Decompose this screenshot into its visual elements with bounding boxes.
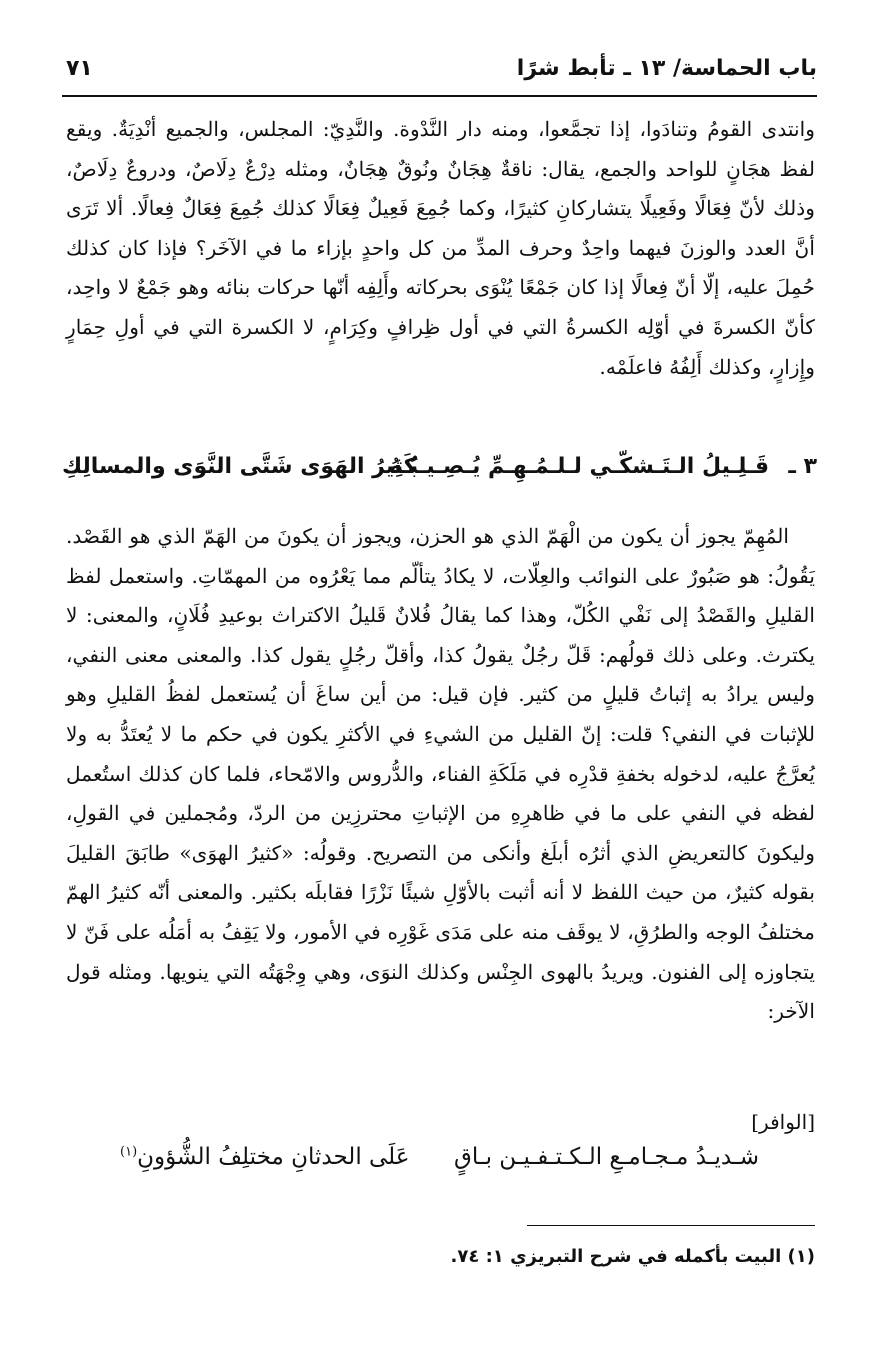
verse-second-hemistich: كَثِيرُ الهَوَى شَتَّى النَّوَى والمسالِكِ — [62, 454, 417, 479]
footnote-rule — [527, 1225, 815, 1226]
verse-first-hemistich: قَـلِـيلُ الـتَـشكّـي لـلـمُـهِـمِّ يُـصِـيـبُـهُ — [389, 454, 769, 479]
footnote: (١) البيت بأكمله في شرح التبريزي ١: ٧٤. — [450, 1246, 815, 1267]
commentary-paragraph-2-text: المُهِمّ يجوز أن يكون من الْهَمّ الذي هو الحزن، ويجوز أن يكونَ من الهَمّ الذي هو القَصْد. يَقُولُ: هو صَبُورٌ على النوائب والعِلّات، لا يكادُ يتألّم مما يَعْرُوه من المهمّاتِ. واستعمل لفظ القليلِ والقَصْدُ إلى نَفْي الكُلّ، وهذا كما يقالُ فُلانٌ قَليلُ الاكتراث بوعيدِ فُلَانٍ، والمعنى: لا يكترث. وعلى ذلك قولُهم: قَلّ رجُلٌ يقولُ كذا، وأقلّ رجُلٍ يقول كذا. والمعنى معنى النفي، وليس يرادُ به إثباتُ قليلٍ من كثير. فإن قيل: من أين ساغَ أن يُستعمل لفظُ القليلِ وهو للإثبات في النفي؟ قلت: إنّ القليل من الشيءِ في الأكثرِ يكون في حكم ما لا يُعتَدُّ به ولا يُعرَّجُ عليه، لدخوله بخفةِ قدْرِه في مَلَكَةِ الفناء، والدُّروس والامّحاء، فلما كان كذلك استُعمل لفظه في النفي على ما في ظاهرِهِ من الإثباتِ محترزِين من الردّ، ومُجملين في القولِ، وليكونَ كالتعريضِ الذي أثرُه أبلَغ وأنكى من التصريح. وقولُه: «كثيرُ الهوَى» طابَقَ القليلَ بقوله كثيرٌ، من حيث اللفظ لا أنه أثبت بالأوّلِ شيئًا نَزْرًا فقابلَه بكثير. والمعنى أنّه كثيرُ الهمّ مختلفُ الوجه والطرُقِ، لا يوقَف منه على مَدَى غَوْرِه في الأمور، ولا يَقِفُ به أمَلُه على فَنّ لا يتجاوزه إلى الفنون. ويريدُ بالهوى الجِنْس وكذلك النوَى، وهي وِجْهَتُه التي ينويها. ومثله قول الآخر: — [66, 524, 815, 1024]
running-header — [62, 50, 817, 90]
page-number: ٧١ — [66, 56, 93, 81]
verse-number: ٣ ـ — [788, 454, 817, 479]
commentary-paragraph-2 — [66, 517, 815, 1032]
meter-label: [الوافر] — [751, 1110, 815, 1134]
quoted-verse — [120, 1140, 759, 1184]
quoted-verse-second-hemistich — [120, 1144, 410, 1170]
quoted-verse-first-hemistich: شـديـدُ مـجـامـعِ الـكـتـفـيـن بـاقٍ — [454, 1144, 759, 1170]
footnote-marker: (١) — [120, 1144, 138, 1160]
commentary-paragraph-1: وانتدى القومُ وتنادَوا، إذا تجمَّعوا، ومنه دار النَّدْوة. والنَّدِيّ: المجلس، والجميع أنْدِيَةٌ. ويقع لفظ هجَانٍ للواحد والجمع، يقال: ناقةٌ هِجَانٌ ونُوقٌ هِجَانٌ، ومثله دِرْعٌ دِلَاصٌ، ودروعٌ دِلَاصٌ، وذلك لأنّ فِعَالًا وفَعِيلًا يتشاركانِ كثيرًا، وكما جُمِعَ فَعِيلٌ فِعَالًا كذلك جُمِعَ فِعَالٌ فِعالًا. ألا تَرَى أنَّ العدد والوزنَ فيهما واحِدٌ وحرف المدِّ من كل واحدٍ بإزاء ما في الآخَر؟ فإذا كان كذلك حُمِلَ عليه، إلّا أنّ فِعالًا إذا كان جَمْعًا يُنْوَى بحركاته وأَلِفِه أنّها حركات بنائه وهو جَمْعٌ لا واحِد، كأنّ الكسرةَ في أوّلِه الكسرةُ التي في أول ظِرافٍ وكِرَامٍ، لا الكسرة التي في أولِ حِمَارٍ وإِزارٍ، وكذلك أَلِفُهُ فاعلَمْه. — [66, 117, 816, 379]
verse-3 — [62, 450, 817, 494]
header-title: باب الحماسة/ ١٣ ـ تأبط شرًا — [516, 56, 817, 81]
quoted-verse-second-hemistich-text: عَلَى الحدثانِ مختلِفُ الشُّؤونِ — [137, 1144, 410, 1170]
header-rule — [62, 95, 817, 97]
